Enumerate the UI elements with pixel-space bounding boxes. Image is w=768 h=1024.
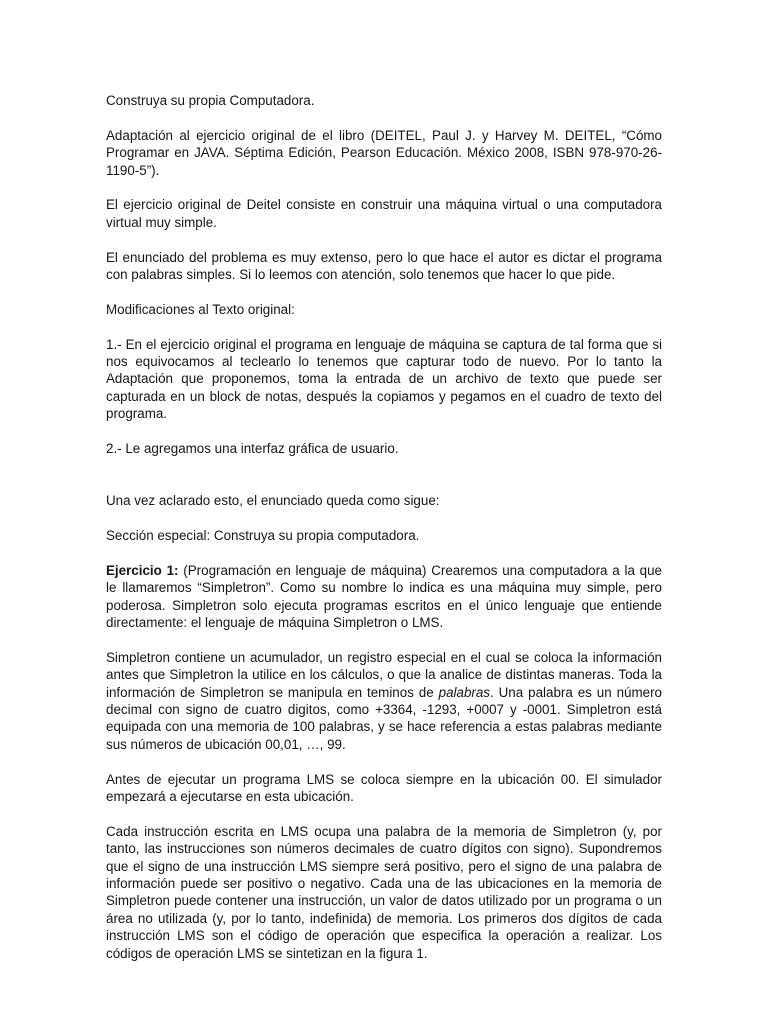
paragraph-gap [106, 475, 662, 492]
modification-1-paragraph: 1.- En el ejercicio original el programa en lenguaje de máquina se captura de tal forma que si nos equivocamos al teclearlo lo tenemos que capturar todo de nuevo. Por lo tanto la Adaptación que proponemos, toma la entrada de un archivo de texto que puede ser capturada en un block de notas, después la copiamos y pegamos en el cuadro de texto del programa. [106, 336, 662, 422]
exercise-label: Ejercicio 1: [106, 562, 179, 578]
before-running-paragraph: Antes de ejecutar un programa LMS se coloca siempre en la ubicación 00. El simulador empezará a ejecutarse en esta ubicación. [106, 771, 662, 805]
intro-paragraph-1: El ejercicio original de Deitel consiste en construir una máquina virtual o una computadora virtual muy simple. [106, 197, 662, 230]
adaptation-paragraph: Adaptación al ejercicio original de el libro (DEITEL, Paul J. y Harvey M. DEITEL, “Cómo Programar en JAVA. Séptima Edición, Pearson Educación. México 2008, ISBN 978-970-26-1190-5”). [106, 127, 662, 178]
special-section-heading: Sección especial: Construya su propia computadora. [106, 528, 420, 544]
exercise-text: (Programación en lenguaje de máquina) Crearemos una computadora a la que le llamaremos “Simpletron”. Como su nombre lo indica es una máquina muy simple, pero poderosa. Simpletron solo ejecuta programas escritos en el único lenguaje que entiende directamente: el lenguaje de máquina Simpletron o LMS. [106, 562, 663, 631]
modification-2-paragraph: 2.- Le agregamos una interfaz gráfica de usuario. [106, 441, 399, 457]
modifications-heading: Modificaciones al Texto original: [106, 301, 295, 317]
document-title: Construya su propia Computadora. [106, 93, 315, 108]
clarified-paragraph: Una vez aclarado esto, el enunciado queda como sigue: [106, 493, 440, 509]
exercise-1-paragraph [106, 562, 662, 632]
accumulator-paragraph [106, 649, 662, 753]
instruction-paragraph: Cada instrucción escrita en LMS ocupa una palabra de la memoria de Simpletron (y, por tanto, las instrucciones son números decimales de cuatro dígitos con signo). Supondremos que el signo de una instrucción LMS siempre será positivo, pero el signo de una palabra de información puede ser positivo o negativo. Cada una de las ubicaciones en la memoria de Simpletron puede contener una instrucción, un valor de datos utilizado por un programa o un área no utilizada (y, por lo tanto, indefinida) de memoria. Los primeros dos dígitos de cada instrucción LMS son el código de operación que especifica la operación a realizar. Los códigos de operación LMS se sintetizan en la figura 1. [106, 823, 662, 961]
accumulator-text-part-2: . Una palabra es un número decimal con signo de cuatro digitos, como +3364, -1293, +0007 y -0001. Simpletron está equipada con una memoria de 100 palabras, y se hace referencia a estas palabras mediante sus números de ubicación 00,01, …, 99. [106, 684, 662, 752]
intro-paragraph-2: El enunciado del problema es muy extenso, pero lo que hace el autor es dictar el programa con palabras simples. Si lo leemos con atención, solo tenemos que hacer lo que pide. [106, 249, 662, 283]
accumulator-italic-word: palabras [438, 684, 490, 700]
accumulator-text-part-1: Simpletron contiene un acumulador, un registro especial en el cual se coloca la información antes que Simpletron la utilice en los cálculos, o que la analice de distintas maneras. Toda la información de Simpletron se manipula en teminos de [106, 649, 662, 700]
